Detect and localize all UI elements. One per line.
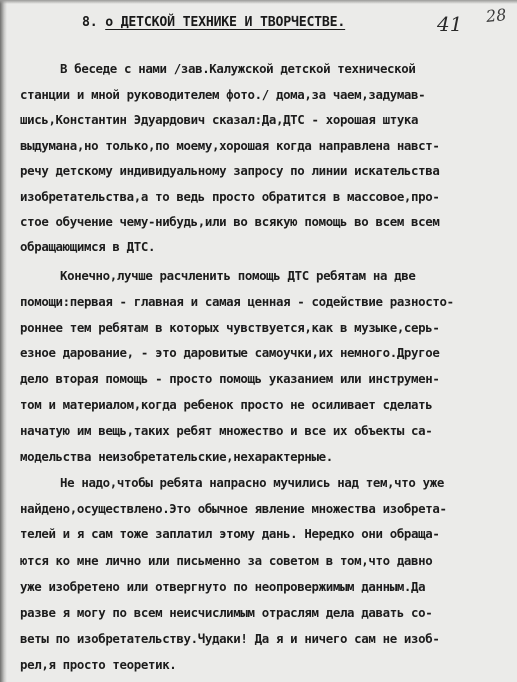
- text-line: том и материалом,когда ребенок просто не осиливает сделать: [20, 397, 433, 412]
- text-line: обращающимся в ДТС.: [20, 239, 156, 254]
- text-line: найдено,осуществлено.Это обычное явление множества изобрета-: [20, 501, 447, 516]
- text-line: уже изобретено или отвергнуто по неопровержимым данным.Да: [20, 579, 426, 594]
- text-line: изобретательства,а то ведь просто обратится в массовое,про-: [20, 189, 440, 204]
- text-line: выдумана,но только,по моему,хорошая когда направлена навст-: [20, 138, 440, 153]
- text-line: телей и я сам тоже заплатил этому дань. Нередко они обраща-: [20, 526, 440, 541]
- text-line: рел,я просто теоретик.: [20, 657, 177, 672]
- text-line: шись,Константин Эдуардович сказал:Да,ДТС - хорошая штука: [20, 112, 419, 127]
- text-line: роннее тем ребятам в которых чувствуется,как в музыке,серь-: [20, 320, 440, 335]
- heading-prefix: 8.: [82, 15, 106, 30]
- handwritten-page-number: 41: [437, 12, 463, 36]
- text-line: стое обучение чему-нибудь,или во всякую помощь во всем всем: [20, 214, 440, 229]
- text-line: ются ко мне лично или письменно за советом в том,что давно: [20, 553, 433, 568]
- heading-title: о ДЕТСКОЙ ТЕХНИКЕ И ТВОРЧЕСТВЕ.: [105, 15, 346, 30]
- text-line: езное дарование, - это даровитые самоучки,их немного.Другое: [20, 345, 440, 360]
- text-line: Не надо,чтобы ребята напрасно мучились над тем,что уже: [60, 475, 444, 490]
- text-line: Конечно,лучше расчленить помощь ДТС ребятам на две: [60, 268, 416, 283]
- text-line: разве я могу по всем неисчислимым отраслям дела давать со-: [20, 605, 433, 620]
- text-line: модельства неизобретательские,нехарактерные.: [20, 449, 333, 464]
- text-line: станции и мной руководителем фото./ дома,за чаем,задумав-: [20, 87, 426, 102]
- text-line: В беседе с нами /зав.Калужской детской технической: [60, 61, 416, 76]
- text-line: дело вторая помощь - просто помощь указанием или инструмен-: [20, 371, 440, 386]
- text-line: помощи:первая - главная и самая ценная - содействие разносто-: [20, 294, 454, 309]
- text-line: речу детскому индивидуальному запросу по линии искательства: [20, 163, 440, 178]
- handwritten-page-number-secondary: 28: [485, 4, 508, 27]
- text-line: веты по изобретательству.Чудаки! Да я и ничего сам не изоб-: [20, 631, 440, 646]
- text-line: начатую им вещь,таких ребят множество и все их объекты са-: [20, 423, 433, 438]
